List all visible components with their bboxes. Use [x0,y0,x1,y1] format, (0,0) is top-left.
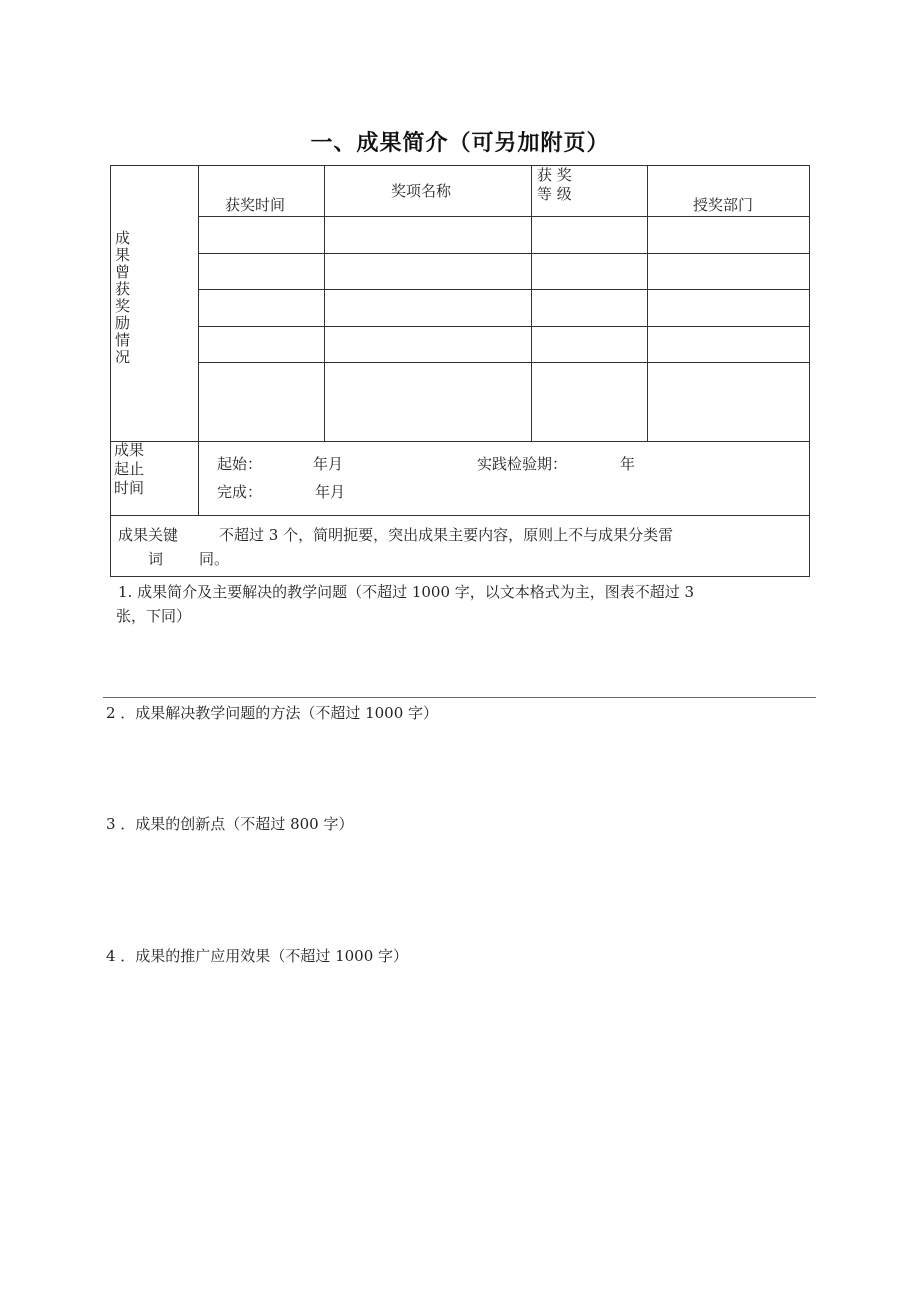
page-title: 一、成果简介（可另加附页） [310,131,610,156]
col-header-award-level-2: 等 级 [537,185,572,203]
section-3-heading: 3 ．成果的创新点（不超过 800 字） [106,815,354,833]
practice-period-label: 实践检验期： [477,455,568,473]
section-1-heading-line-1: 1. 成果简介及主要解决的教学问题（不超过 1000 字，以文本格式为主，图表不超过 3 [118,583,695,601]
practice-period-value: 年 [620,455,636,473]
section-divider [111,441,809,442]
section-2-heading: 2 ．成果解决教学问题的方法（不超过 1000 字） [106,704,439,722]
col-divider [647,166,648,441]
row-divider [199,289,809,290]
period-side-label-1: 成果 [114,441,145,459]
start-label: 起始： [217,455,263,473]
col-header-award-dept: 授奖部门 [693,196,754,214]
section-4-heading: 4 ．成果的推广应用效果（不超过 1000 字） [106,947,409,965]
col-divider [324,166,325,441]
row-divider [199,362,809,363]
keywords-side-label-2: 词 [148,550,164,568]
section-divider [111,515,809,516]
end-value: 年月 [315,483,346,501]
col-divider [531,166,532,441]
col-header-award-name: 奖项名称 [391,182,452,200]
keywords-note-line-1: 不超过 3 个，简明扼要，突出成果主要内容，原则上不与成果分类雷 [219,526,674,544]
horizontal-rule [103,697,816,698]
awards-side-label: 成果曾获奖励情况 [115,229,131,366]
row-divider [199,326,809,327]
col-divider [198,166,199,515]
period-side-label-2: 起止 [114,460,145,478]
row-divider [199,216,809,217]
start-value: 年月 [313,455,344,473]
keywords-side-label-1: 成果关键 [118,526,179,544]
col-header-award-time: 获奖时间 [225,196,286,214]
row-divider [199,253,809,254]
section-1-heading-line-2: 张，下同） [116,607,192,625]
end-label: 完成： [217,483,263,501]
keywords-note-line-2: 同。 [199,550,230,568]
col-header-award-level-1: 获 奖 [537,166,572,184]
period-side-label-3: 时间 [114,479,145,497]
award-info-table [110,165,810,577]
